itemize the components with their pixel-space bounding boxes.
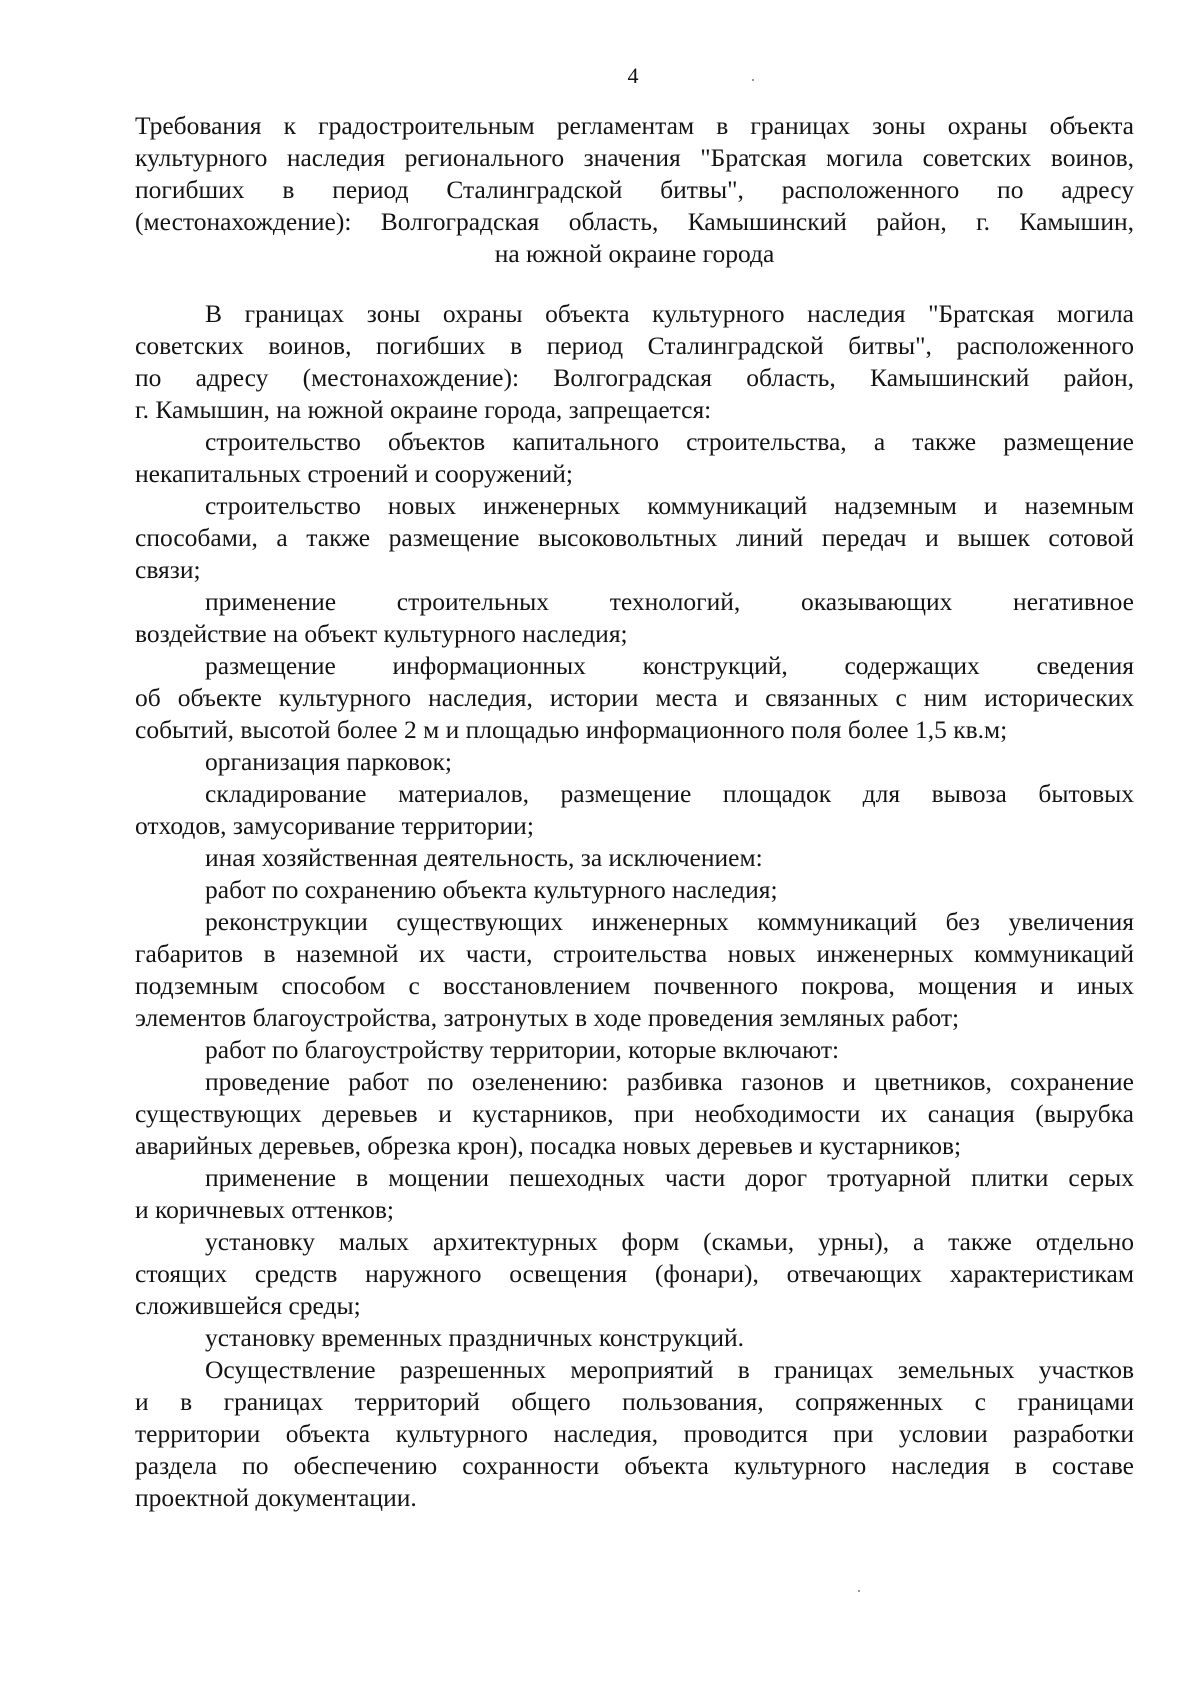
title-line: культурного наследия регионального значения "Братская могила советских воинов, [135,143,1134,172]
body-line: установку временных праздничных конструкций. [205,1323,744,1352]
title-line: на южной окраине города [494,239,775,268]
body-line: Осуществление разрешенных мероприятий в границах земельных участков [205,1355,1134,1384]
title-line: погибших в период Сталинградской битвы", расположенного по адресу [135,175,1134,204]
body-line: существующих деревьев и кустарников, при необходимости их санация (вырубка [135,1099,1134,1128]
body-line: проведение работ по озеленению: разбивка газонов и цветников, сохранение [205,1067,1134,1096]
body-line: работ по благоустройству территории, которые включают: [205,1035,840,1064]
body-line: сложившейся среды; [135,1291,361,1320]
body-line: проектной документации. [135,1483,417,1512]
title-line: (местонахождение): Волгоградская область, Камышинский район, г. Камышин, [135,207,1134,236]
body-line: строительство новых инженерных коммуникаций надземным и наземным [205,491,1134,520]
body-line: и в границах территорий общего пользования, сопряженных с границами [135,1387,1134,1416]
body-line: установку малых архитектурных форм (скамьи, урны), а также отдельно [205,1227,1134,1256]
body-line: способами, а также размещение высоковольтных линий передач и вышек сотовой [135,523,1134,552]
body-line: отходов, замусоривание территории; [135,811,534,840]
body-line: г. Камышин, на южной окраине города, запрещается: [135,395,712,424]
body-line: подземным способом с восстановлением почвенного покрова, мощения и иных [135,971,1134,1000]
title-line: Требования к градостроительным регламентам в границах зоны охраны объекта [135,111,1134,140]
body-line: по адресу (местонахождение): Волгоградская область, Камышинский район, [135,363,1134,392]
body-line: территории объекта культурного наследия, проводится при условии разработки [135,1419,1134,1448]
body-line: габаритов в наземной их части, строительства новых инженерных коммуникаций [135,939,1134,968]
page-number: 4 [627,63,639,88]
body-line: применение строительных технологий, оказывающих негативное [205,587,1134,616]
scan-speck [752,79,754,81]
body-line: применение в мощении пешеходных части дорог тротуарной плитки серых [205,1163,1134,1192]
body-line: организация парковок; [205,747,453,776]
body-line: раздела по обеспечению сохранности объекта культурного наследия в составе [135,1451,1134,1480]
body-line: некапитальных строений и сооружений; [135,459,574,488]
body-line: реконструкции существующих инженерных коммуникаций без увеличения [205,907,1134,936]
body-line: событий, высотой более 2 м и площадью информационного поля более 1,5 кв.м; [135,715,1008,744]
scan-speck [858,1590,860,1592]
body-line: работ по сохранению объекта культурного наследия; [205,875,778,904]
body-line: складирование материалов, размещение площадок для вывоза бытовых [205,779,1134,808]
body-line: строительство объектов капитального строительства, а также размещение [205,427,1134,456]
body-line: воздействие на объект культурного наследия; [135,619,628,648]
body-line: В границах зоны охраны объекта культурного наследия "Братская могила [205,299,1134,328]
body-line: размещение информационных конструкций, содержащих сведения [205,651,1134,680]
body-line: советских воинов, погибших в период Сталинградской битвы", расположенного [135,331,1134,360]
body-line: стоящих средств наружного освещения (фонари), отвечающих характеристикам [135,1259,1134,1288]
body-line: аварийных деревьев, обрезка крон), посадка новых деревьев и кустарников; [135,1131,962,1160]
body-line: и коричневых оттенков; [135,1195,394,1224]
body-line: связи; [135,555,201,584]
body-line: элементов благоустройства, затронутых в ходе проведения земляных работ; [135,1003,960,1032]
body-line: об объекте культурного наследия, истории места и связанных с ним исторических [135,683,1134,712]
body-line: иная хозяйственная деятельность, за исключением: [205,843,763,872]
